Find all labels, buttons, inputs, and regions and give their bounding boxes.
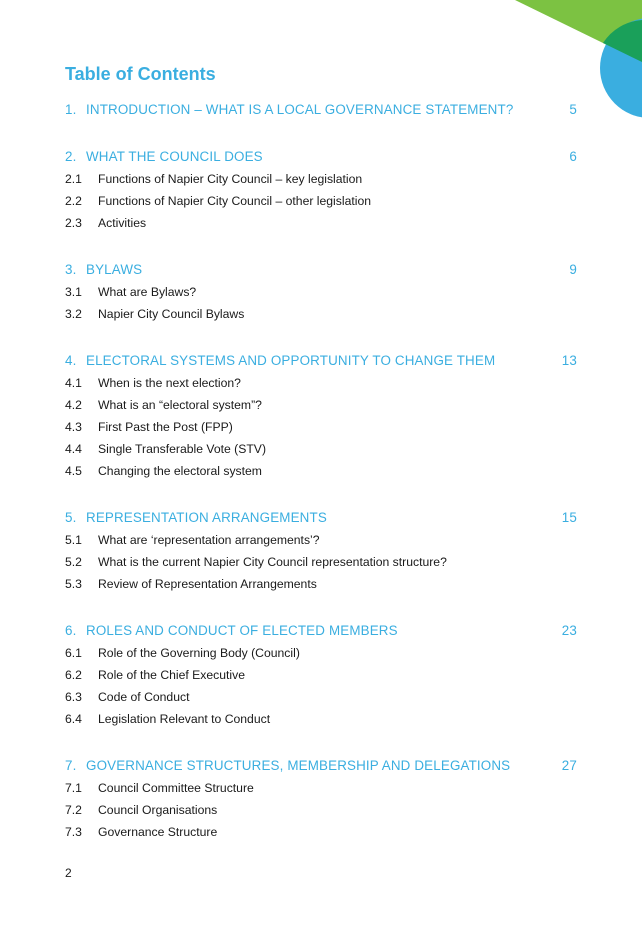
- section-number: 7.: [65, 758, 77, 773]
- section-title: INTRODUCTION – WHAT IS A LOCAL GOVERNANCE STATEMENT?: [86, 102, 514, 117]
- toc-subsection[interactable]: [65, 642, 577, 664]
- subsection-number: 6.4: [65, 712, 82, 726]
- toc-title: Table of Contents: [65, 64, 216, 84]
- corner-blue-circle: [600, 18, 642, 118]
- section-page-number: 23: [561, 623, 577, 638]
- subsection-label: Napier City Council Bylaws: [98, 307, 245, 321]
- toc-subsection[interactable]: [65, 821, 577, 843]
- subsection-number: 4.1: [65, 376, 82, 390]
- section-heading-text: [65, 259, 142, 281]
- subsection-label: Council Committee Structure: [98, 781, 254, 795]
- subsection-number: 5.1: [65, 533, 82, 547]
- section-title: BYLAWS: [86, 262, 143, 277]
- section-heading-text: [65, 507, 327, 529]
- subsection-label: First Past the Post (FPP): [98, 420, 233, 434]
- subsection-label: Role of the Chief Executive: [98, 668, 246, 682]
- subsection-number: 7.2: [65, 803, 82, 817]
- toc-subsection[interactable]: [65, 212, 577, 234]
- subsection-label: Code of Conduct: [98, 690, 190, 704]
- section-number: 4.: [65, 353, 77, 368]
- corner-green-triangle: [515, 0, 642, 62]
- toc-subsection[interactable]: [65, 777, 577, 799]
- toc-subsection[interactable]: [65, 799, 577, 821]
- toc-subsection[interactable]: [65, 372, 577, 394]
- toc-subsection[interactable]: [65, 416, 577, 438]
- section-heading-text: [65, 99, 513, 121]
- subsection-label: Role of the Governing Body (Council): [98, 646, 300, 660]
- subsection-number: 5.2: [65, 555, 82, 569]
- subsection-number: 2.3: [65, 216, 82, 230]
- subsection-label: What is the current Napier City Council representation structure?: [98, 555, 447, 569]
- section-number: 1.: [65, 102, 77, 117]
- toc-section-heading[interactable]: [65, 99, 577, 121]
- subsection-label: Functions of Napier City Council – other legislation: [98, 194, 371, 208]
- section-page-number: 13: [561, 353, 577, 368]
- section-heading-text: [65, 620, 398, 642]
- page-number: 2: [65, 866, 72, 880]
- section-number: 2.: [65, 149, 77, 164]
- section-title: GOVERNANCE STRUCTURES, MEMBERSHIP AND DELEGATIONS: [86, 758, 511, 773]
- toc-subsection[interactable]: [65, 573, 577, 595]
- subsection-number: 3.2: [65, 307, 82, 321]
- subsection-number: 2.2: [65, 194, 82, 208]
- section-number: 3.: [65, 262, 77, 277]
- toc-list: [65, 99, 577, 843]
- toc-section-heading[interactable]: [65, 620, 577, 642]
- subsection-number: 5.3: [65, 577, 82, 591]
- subsection-number: 4.2: [65, 398, 82, 412]
- section-title: WHAT THE COUNCIL DOES: [86, 149, 263, 164]
- toc-subsection[interactable]: [65, 664, 577, 686]
- subsection-label: When is the next election?: [98, 376, 241, 390]
- toc-subsection[interactable]: [65, 686, 577, 708]
- subsection-number: 7.1: [65, 781, 82, 795]
- subsection-number: 4.3: [65, 420, 82, 434]
- subsection-label: What is an “electoral system”?: [98, 398, 262, 412]
- subsection-number: 2.1: [65, 172, 82, 186]
- section-page-number: 27: [561, 758, 577, 773]
- section-number: 6.: [65, 623, 77, 638]
- subsection-number: 6.3: [65, 690, 82, 704]
- section-title: ROLES AND CONDUCT OF ELECTED MEMBERS: [86, 623, 398, 638]
- toc-subsection[interactable]: [65, 529, 577, 551]
- toc-subsection[interactable]: [65, 303, 577, 325]
- section-title: REPRESENTATION ARRANGEMENTS: [86, 510, 327, 525]
- toc-subsection[interactable]: [65, 168, 577, 190]
- toc-section-heading[interactable]: [65, 259, 577, 281]
- section-heading-text: [65, 755, 510, 777]
- subsection-label: Council Organisations: [98, 803, 218, 817]
- subsection-label: Review of Representation Arrangements: [98, 577, 317, 591]
- section-page-number: 5: [569, 102, 577, 117]
- toc-subsection[interactable]: [65, 438, 577, 460]
- toc-subsection[interactable]: [65, 281, 577, 303]
- section-heading-text: [65, 350, 495, 372]
- section-number: 5.: [65, 510, 77, 525]
- subsection-number: 4.5: [65, 464, 82, 478]
- toc-section-heading[interactable]: [65, 507, 577, 529]
- subsection-number: 6.1: [65, 646, 82, 660]
- toc-section-heading[interactable]: [65, 146, 577, 168]
- subsection-label: Single Transferable Vote (STV): [98, 442, 266, 456]
- subsection-label: Activities: [98, 216, 147, 230]
- corner-dark-green-overlap: [603, 0, 642, 62]
- toc-subsection[interactable]: [65, 190, 577, 212]
- section-title: ELECTORAL SYSTEMS AND OPPORTUNITY TO CHANGE THEM: [86, 353, 496, 368]
- toc-section-heading[interactable]: [65, 350, 577, 372]
- section-page-number: 9: [569, 262, 577, 277]
- section-page-number: 15: [561, 510, 577, 525]
- subsection-label: What are ‘representation arrangements’?: [98, 533, 320, 547]
- subsection-label: Functions of Napier City Council – key legislation: [98, 172, 363, 186]
- subsection-label: Changing the electoral system: [98, 464, 262, 478]
- subsection-number: 3.1: [65, 285, 82, 299]
- toc-section-heading[interactable]: [65, 755, 577, 777]
- toc-subsection[interactable]: [65, 394, 577, 416]
- subsection-label: What are Bylaws?: [98, 285, 197, 299]
- subsection-number: 7.3: [65, 825, 82, 839]
- subsection-label: Governance Structure: [98, 825, 218, 839]
- subsection-number: 6.2: [65, 668, 82, 682]
- toc-subsection[interactable]: [65, 551, 577, 573]
- subsection-number: 4.4: [65, 442, 82, 456]
- section-heading-text: [65, 146, 263, 168]
- subsection-label: Legislation Relevant to Conduct: [98, 712, 271, 726]
- section-page-number: 6: [569, 149, 577, 164]
- toc-subsection[interactable]: [65, 460, 577, 482]
- toc-subsection[interactable]: [65, 708, 577, 730]
